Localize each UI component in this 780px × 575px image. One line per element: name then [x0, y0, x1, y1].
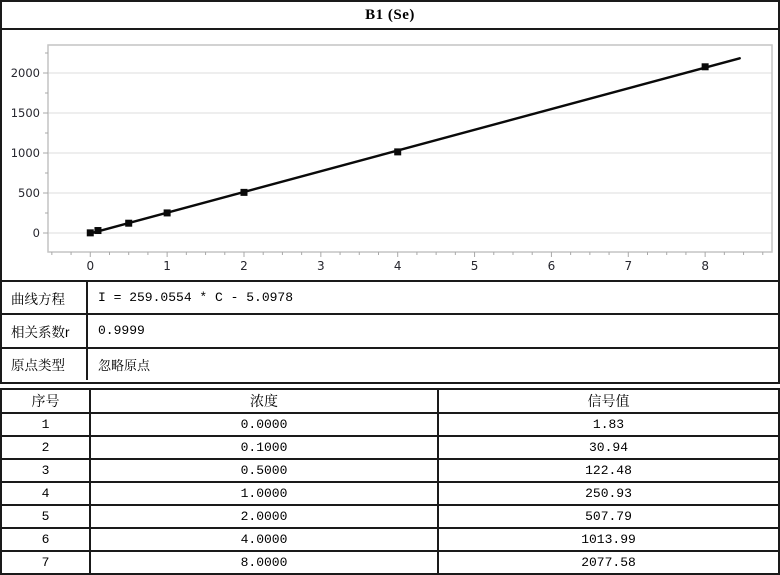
svg-text:2: 2 — [240, 259, 248, 273]
header-signal: 信号值 — [438, 389, 779, 413]
svg-text:1000: 1000 — [10, 146, 40, 160]
correlation-label: 相关系数r — [2, 315, 88, 346]
table-row — [1, 482, 779, 505]
svg-text:1: 1 — [163, 259, 171, 273]
cell-index: 2 — [1, 436, 90, 459]
svg-text:3: 3 — [317, 259, 325, 273]
svg-text:1500: 1500 — [10, 106, 40, 120]
svg-text:500: 500 — [18, 186, 40, 200]
svg-text:8: 8 — [701, 259, 709, 273]
header-concentration: 浓度 — [90, 389, 438, 413]
cell-concentration: 0.5000 — [90, 459, 438, 482]
table-row — [1, 436, 779, 459]
svg-text:2000: 2000 — [10, 66, 40, 80]
cell-index: 6 — [1, 528, 90, 551]
cell-concentration: 0.1000 — [90, 436, 438, 459]
cell-concentration: 8.0000 — [90, 551, 438, 574]
svg-text:5: 5 — [470, 259, 479, 273]
curve-info-table — [2, 280, 778, 380]
cell-index: 5 — [1, 505, 90, 528]
cell-signal: 122.48 — [438, 459, 779, 482]
table-row — [1, 528, 779, 551]
calibration-points-table — [0, 388, 780, 575]
svg-text:4: 4 — [393, 259, 402, 273]
table-row — [1, 551, 779, 574]
cell-signal: 1013.99 — [438, 528, 779, 551]
svg-text:7: 7 — [624, 259, 633, 273]
table-header-row — [1, 389, 779, 413]
cell-signal: 30.94 — [438, 436, 779, 459]
cell-index: 1 — [1, 413, 90, 436]
svg-text:0: 0 — [86, 259, 95, 273]
origin-type-row — [2, 347, 778, 380]
equation-label: 曲线方程 — [2, 282, 88, 313]
svg-text:0: 0 — [32, 226, 40, 240]
cell-concentration: 4.0000 — [90, 528, 438, 551]
table-row — [1, 505, 779, 528]
header-index: 序号 — [1, 389, 90, 413]
origin-type-value: 忽略原点 — [98, 358, 151, 374]
cell-concentration: 0.0000 — [90, 413, 438, 436]
cell-signal: 1.83 — [438, 413, 779, 436]
table-row — [1, 459, 779, 482]
cell-signal: 507.79 — [438, 505, 779, 528]
equation-row — [2, 280, 778, 313]
svg-text:6: 6 — [547, 259, 556, 273]
cell-index: 4 — [1, 482, 90, 505]
cell-concentration: 1.0000 — [90, 482, 438, 505]
calibration-chart — [2, 30, 778, 280]
origin-type-label: 原点类型 — [2, 349, 88, 380]
chart-title: B1 (Se) — [2, 2, 778, 30]
cell-index: 3 — [1, 459, 90, 482]
cell-signal: 250.93 — [438, 482, 779, 505]
equation-value: I = 259.0554 * C - 5.0978 — [98, 290, 294, 306]
calibration-curve-plot — [2, 30, 778, 280]
cell-concentration: 2.0000 — [90, 505, 438, 528]
table-row — [1, 413, 779, 436]
correlation-row — [2, 313, 778, 346]
cell-index: 7 — [1, 551, 90, 574]
correlation-value: 0.9999 — [98, 323, 145, 339]
cell-signal: 2077.58 — [438, 551, 779, 574]
